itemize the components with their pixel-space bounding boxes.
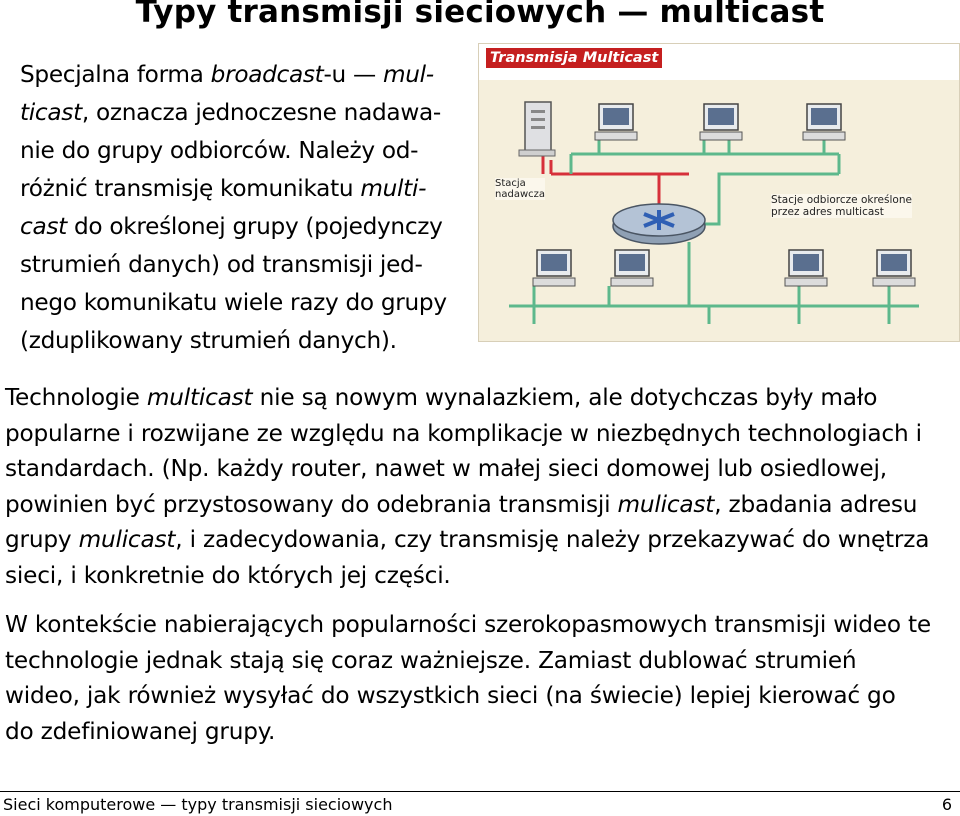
- text-line: [5, 607, 955, 643]
- computer-icon: [595, 104, 637, 140]
- text-run: standardach. (Np. każdy router, nawet w małej sieci domowej lub osiedlowej,: [5, 455, 887, 482]
- text-run: Technologie: [5, 384, 147, 411]
- router-icon: [613, 204, 705, 244]
- text-run: do zdefiniowanej grupy.: [5, 717, 276, 745]
- text-run: (zduplikowany strumień danych).: [20, 327, 397, 354]
- text-line: [5, 451, 955, 487]
- computer-icon: [785, 250, 827, 286]
- text-line: [5, 380, 955, 416]
- computer-icon: [873, 250, 915, 286]
- text-run: technologie jednak stają się coraz ważniejsze. Zamiast dublować strumień: [5, 646, 857, 674]
- label-line: przez adres multicast: [771, 206, 884, 218]
- text-line: [5, 643, 955, 679]
- text-run: , i zadecydowania, czy transmisję należy przekazywać do wnętrza: [175, 526, 930, 553]
- network-diagram: [479, 44, 959, 341]
- computer-icon: [803, 104, 845, 140]
- italic-term: cast: [20, 213, 67, 240]
- text-line: [20, 208, 450, 246]
- italic-term: broadcast: [210, 61, 324, 88]
- italic-term: multicast: [146, 384, 253, 411]
- text-line: [20, 284, 450, 322]
- text-line: [20, 246, 450, 284]
- text-run: powinien być przystosowany do odebrania transmisji: [5, 490, 618, 518]
- text-line: [5, 522, 955, 558]
- figure-title: Transmisja Multicast: [486, 48, 662, 68]
- computer-icon: [533, 250, 575, 286]
- text-line: [5, 416, 955, 452]
- text-run: nego komunikatu wiele razy do grupy: [20, 289, 447, 316]
- intro-paragraph: [20, 56, 450, 360]
- italic-term: mulicast: [78, 526, 176, 553]
- text-line: [20, 132, 450, 170]
- footer-divider: [0, 791, 960, 792]
- italic-term: ticast: [20, 99, 82, 126]
- text-line: [20, 94, 450, 132]
- text-run: strumień danych) od transmisji jed-: [20, 251, 423, 278]
- paragraph-technologie: [5, 380, 955, 593]
- text-run: -u —: [323, 61, 383, 88]
- text-line: [5, 714, 955, 750]
- text-line: [5, 487, 955, 523]
- text-line: [20, 170, 450, 208]
- label-line: Stacja: [495, 178, 526, 189]
- text-run: grupy: [5, 526, 79, 553]
- computer-icon: [611, 250, 653, 286]
- server-icon: [519, 102, 555, 156]
- text-line: [20, 56, 450, 94]
- computer-icon: [700, 104, 742, 140]
- text-run: Specjalna forma: [20, 61, 211, 88]
- text-run: do określonej grupy (pojedynczy: [66, 213, 443, 240]
- paragraph-kontekst: [5, 607, 955, 749]
- text-run: nie do grupy odbiorców. Należy od-: [20, 137, 419, 164]
- slide-title: Typy transmisji sieciowych — multicast: [135, 0, 825, 30]
- text-run: popularne i rozwijane ze względu na komplikacje w niezbędnych technologiach i: [5, 419, 922, 447]
- text-line: [5, 678, 955, 714]
- italic-term: mul-: [382, 61, 434, 88]
- italic-term: multi-: [360, 175, 427, 202]
- footer-title: Sieci komputerowe — typy transmisji sieciowych: [3, 795, 393, 814]
- text-run: , zbadania adresu: [714, 490, 918, 518]
- label-line: nadawcza: [495, 189, 545, 200]
- text-line: [20, 322, 450, 360]
- text-run: nie są nowym wynalazkiem, ale dotychczas były mało: [252, 384, 878, 411]
- text-run: różnić transmisję komunikatu: [20, 175, 361, 202]
- text-run: sieci, i konkretnie do których jej części.: [5, 561, 451, 589]
- text-run: wideo, jak również wysyłać do wszystkich sieci (na świecie) lepiej kierować go: [5, 682, 896, 709]
- receivers-label: [771, 194, 912, 218]
- multicast-figure: [478, 43, 960, 342]
- text-run: , oznacza jednoczesne nadawa-: [81, 99, 441, 126]
- text-run: W kontekście nabierających popularności szerokopasmowych transmisji wideo te: [5, 611, 931, 638]
- main-text: [5, 380, 955, 749]
- sender-label: [495, 178, 545, 200]
- italic-term: mulicast: [617, 490, 715, 518]
- page-number: 6: [941, 795, 952, 814]
- label-line: Stacje odbiorcze określone: [771, 194, 912, 206]
- text-line: [5, 558, 955, 594]
